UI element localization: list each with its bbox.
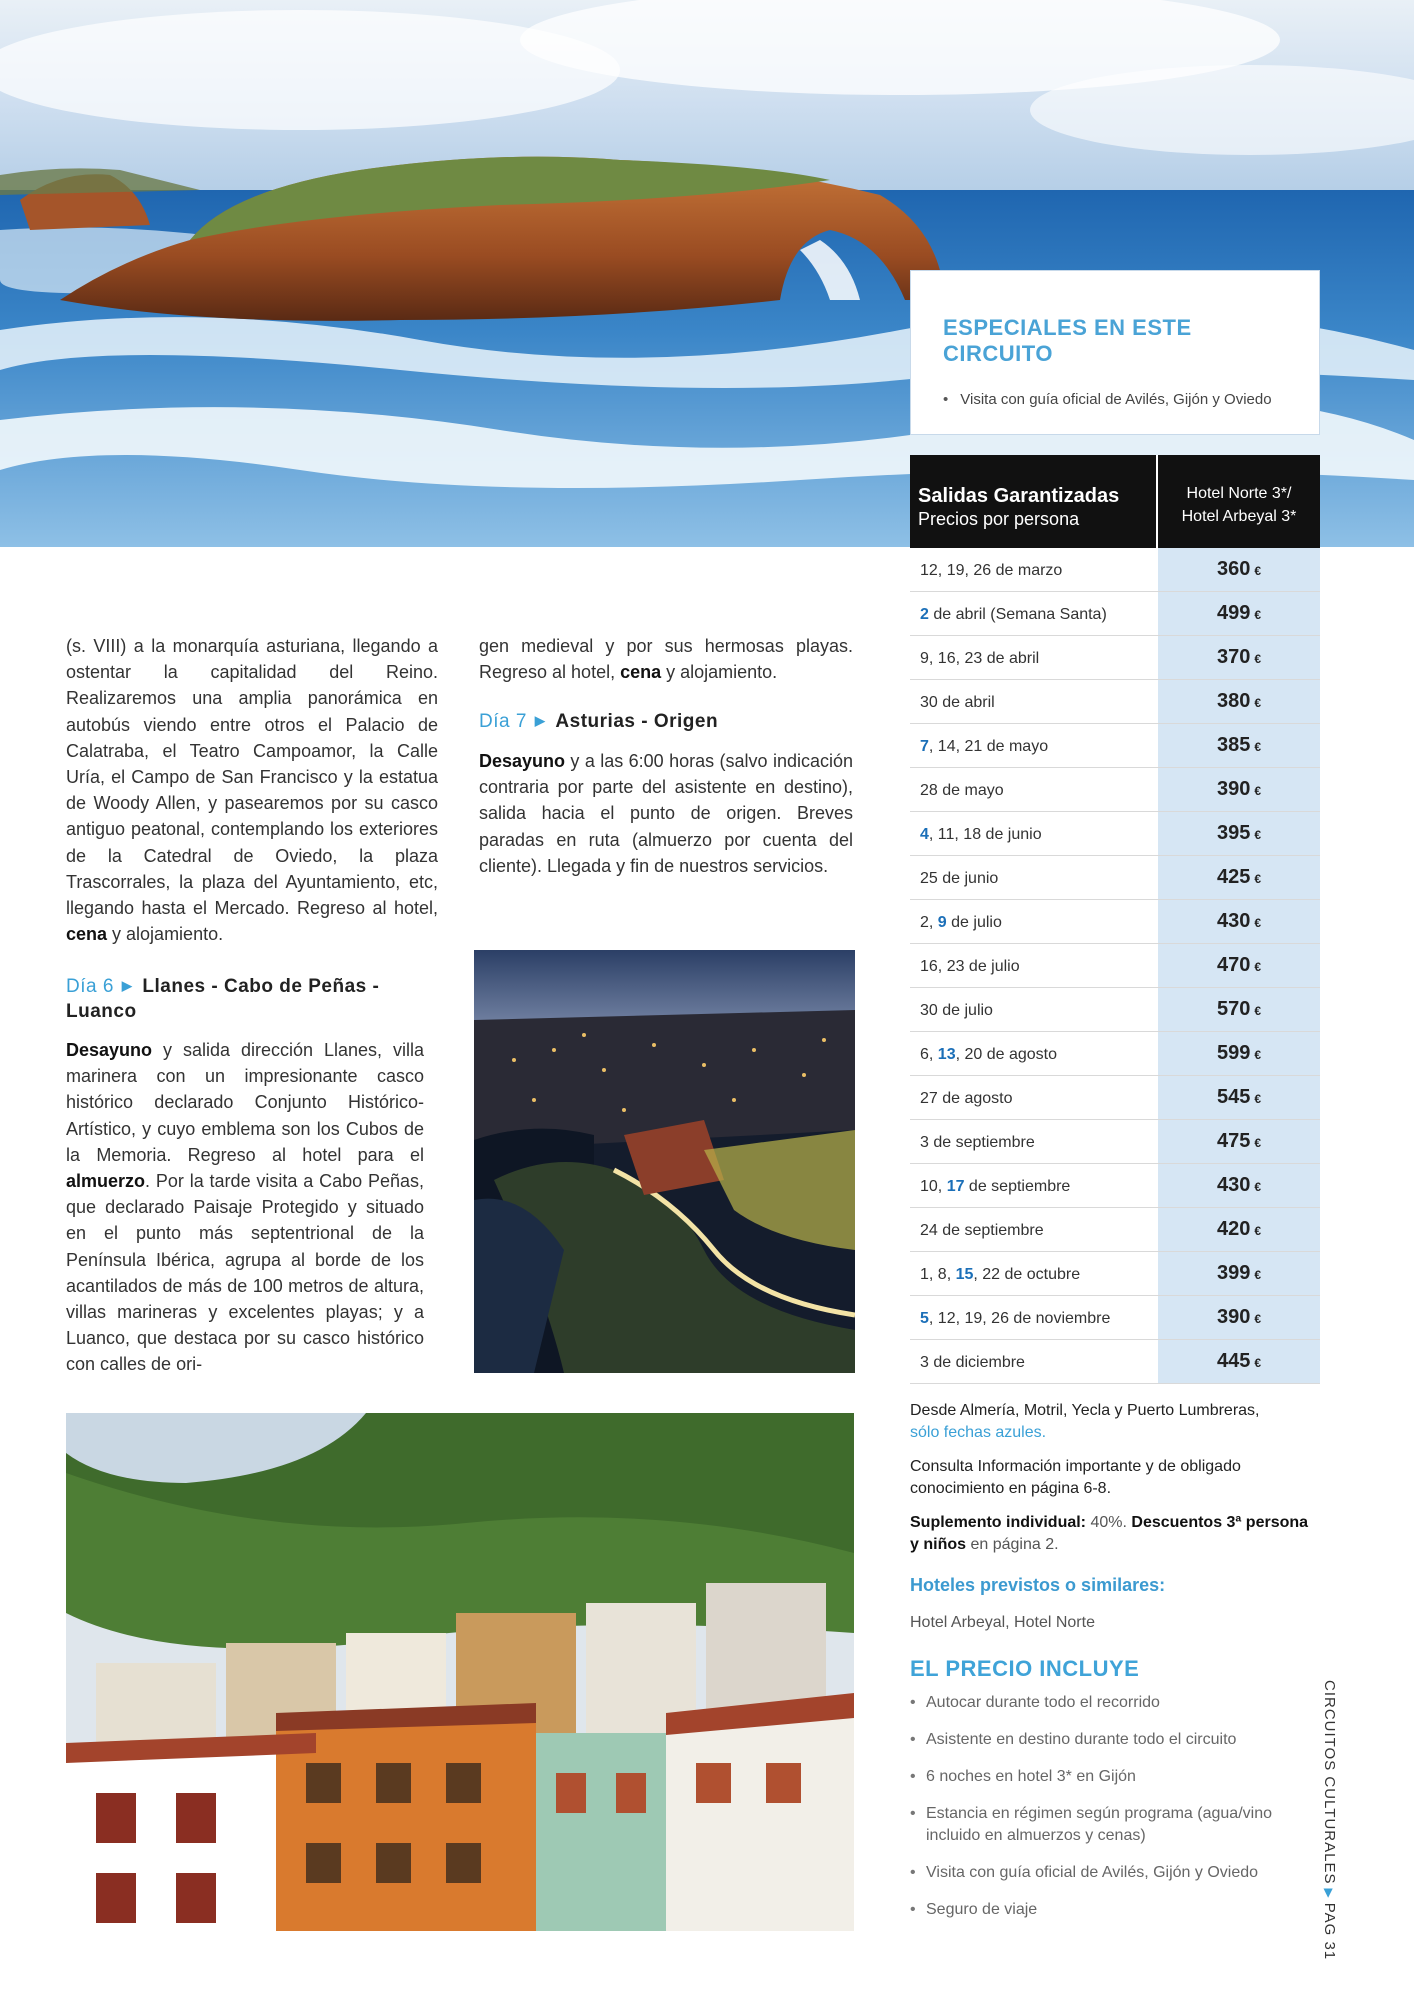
departure-dates: [910, 900, 1158, 943]
price-row: [910, 1296, 1320, 1340]
price-cell: [1158, 768, 1320, 811]
blue-date: 2: [920, 606, 929, 623]
blue-date: 9: [937, 914, 947, 931]
day6-lunch-bold: almuerzo: [66, 1171, 146, 1192]
day6-text-2: . Por la tarde visita a Cabo Peñas, que declarado Paisaje Protegido y situado en el punto más septentrional de la Península Ibérica, agrupa al borde de los acantilados de más de 100 metros de altura, villas marineras y excelentes playas; y a Luanco, que destaca por su casco histórico con calles de ori-: [66, 1171, 424, 1375]
price-value: 475: [1216, 1130, 1251, 1152]
section-name: CIRCUITOS CULTURALES: [1321, 1680, 1338, 1885]
currency-symbol: €: [1254, 564, 1262, 578]
price-cell: [1158, 1032, 1320, 1075]
currency-symbol: €: [1254, 1180, 1262, 1194]
price-value: 430: [1216, 910, 1251, 932]
header-departures: [910, 455, 1158, 548]
price-cell: [1158, 988, 1320, 1031]
price-cell: [1158, 1120, 1320, 1163]
departure-dates: [910, 1032, 1158, 1075]
currency-symbol: €: [1254, 1092, 1262, 1106]
header-prices-subtitle: Precios por persona: [918, 509, 1080, 529]
price-cell: [1158, 944, 1320, 987]
departure-dates: [910, 1252, 1158, 1295]
day7-title: Asturias - Origen: [555, 711, 719, 732]
price-cell: [1158, 1208, 1320, 1251]
includes-item: • 6 noches en hotel 3* en Gijón: [910, 1766, 1320, 1788]
price-cell: [1158, 1340, 1320, 1383]
includes-item: • Estancia en régimen según programa (agua/vino incluido en almuerzos y cenas): [910, 1803, 1320, 1847]
arrow-right-icon: ▶: [534, 713, 546, 728]
price-value: 570: [1216, 998, 1251, 1020]
oviedo-paragraph-end: y alojamiento.: [107, 924, 224, 945]
dates-rest: , 12, 19, 26 de noviembre: [928, 1310, 1111, 1327]
price-value: 390: [1216, 1306, 1251, 1328]
dates-rest: 30 de julio: [920, 1002, 993, 1019]
blue-dates-note: sólo fechas azules.: [910, 1424, 1047, 1441]
blue-date: 4: [920, 826, 929, 843]
night-harbour-illustration: [474, 950, 855, 1373]
departure-dates: [910, 768, 1158, 811]
specials-title: ESPECIALES EN ESTE CIRCUITO: [943, 315, 1192, 366]
blue-date: 7: [920, 738, 929, 755]
dates-rest: 28 de mayo: [920, 782, 1004, 799]
supplement-label: Suplemento individual:: [910, 1514, 1087, 1531]
departure-dates: [910, 812, 1158, 855]
price-value: 445: [1216, 1350, 1251, 1372]
price-value: 360: [1216, 558, 1251, 580]
departure-dates: [910, 1296, 1158, 1339]
price-row: [910, 988, 1320, 1032]
currency-symbol: €: [1254, 608, 1262, 622]
currency-symbol: €: [1254, 1268, 1262, 1282]
currency-symbol: €: [1254, 1312, 1262, 1326]
dates-rest: 24 de septiembre: [920, 1222, 1044, 1239]
oviedo-paragraph: (s. VIII) a la monarquía asturiana, llegando a ostentar la capitalidad del Reino. Realizaremos una amplia panorámica en autobús viendo entre otros el Palacio de Calatraba, el Teatro Campoamor, la Calle Uría, el Campo de San Francisco y la estatua de Woody Allen, y pasearemos por su casco antiguo peatonal, contemplando los exteriores de la Catedral de Oviedo, la plaza Trascorrales, la plaza del Ayuntamiento, etc, llegando hasta el Mercado. Regreso al hotel,: [66, 636, 438, 919]
dates-rest: 3 de septiembre: [920, 1134, 1035, 1151]
day7-text: [479, 748, 853, 879]
price-cell: [1158, 900, 1320, 943]
village-illustration: [66, 1413, 854, 1931]
day7-heading: [479, 710, 853, 735]
price-cell: [1158, 812, 1320, 855]
dates-rest: , 11, 18 de junio: [928, 826, 1042, 843]
departure-dates: [910, 1208, 1158, 1251]
dinner-bold: cena: [66, 924, 108, 945]
price-value: 395: [1216, 822, 1251, 844]
arrow-right-icon: ▶: [1322, 1888, 1336, 1899]
itinerary-text-oviedo: [66, 633, 438, 947]
dates-prefix: 10,: [920, 1178, 947, 1195]
includes-item: • Autocar durante todo el recorrido: [910, 1692, 1320, 1714]
col2-paragraph: gen medieval y por sus hermosas playas. Regreso al hotel,: [479, 636, 853, 683]
day7-text-1: y a las 6:00 horas (salvo indicación contraria por parte del asistente en destino), salida hacia el punto de origen. Breves paradas en ruta (almuerzo por cuenta del cliente). Llegada y fin de nuestros servicios.: [479, 751, 853, 876]
price-cell: [1158, 1252, 1320, 1295]
price-row: [910, 592, 1320, 636]
blue-date: 13: [937, 1046, 956, 1063]
dates-prefix: 1, 8,: [920, 1266, 956, 1283]
price-value: 420: [1216, 1218, 1251, 1240]
header-hotels: [1158, 455, 1320, 548]
price-row: [910, 1032, 1320, 1076]
price-row: [910, 856, 1320, 900]
price-table-header: [910, 455, 1320, 548]
departure-dates: [910, 636, 1158, 679]
dates-rest: 30 de abril: [920, 694, 995, 711]
currency-symbol: €: [1254, 1224, 1262, 1238]
price-row: [910, 680, 1320, 724]
dates-rest: 16, 23 de julio: [920, 958, 1020, 975]
day5-continuation: [479, 633, 853, 685]
specials-box: [910, 270, 1320, 435]
currency-symbol: €: [1254, 652, 1262, 666]
price-row: [910, 1208, 1320, 1252]
price-value: 430: [1216, 1174, 1251, 1196]
price-value: 380: [1216, 690, 1251, 712]
hotels-title: Hoteles previstos o similares:: [910, 1575, 1166, 1595]
departure-dates: [910, 680, 1158, 723]
price-value: 370: [1216, 646, 1251, 668]
includes-item: • Visita con guía oficial de Avilés, Gijón y Oviedo: [910, 1862, 1320, 1884]
dates-rest: , 22 de octubre: [973, 1266, 1081, 1283]
price-row: [910, 636, 1320, 680]
price-row: [910, 548, 1320, 592]
departure-cities-note: [910, 1400, 1320, 1444]
currency-symbol: €: [1254, 916, 1262, 930]
price-cell: [1158, 1076, 1320, 1119]
dates-prefix: 6,: [920, 1046, 938, 1063]
price-value: 599: [1216, 1042, 1251, 1064]
includes-title: EL PRECIO INCLUYE: [910, 1656, 1140, 1681]
price-row: [910, 768, 1320, 812]
dates-rest: 12, 19, 26 de marzo: [920, 562, 1063, 579]
currency-symbol: €: [1254, 960, 1262, 974]
currency-symbol: €: [1254, 696, 1262, 710]
side-section-label: [1314, 1680, 1338, 1961]
dates-rest: de septiembre: [964, 1178, 1071, 1195]
price-cell: [1158, 548, 1320, 591]
departure-dates: [910, 856, 1158, 899]
supplement-value: 40%.: [1090, 1514, 1127, 1531]
price-value: 499: [1216, 602, 1251, 624]
dates-rest: 27 de agosto: [920, 1090, 1013, 1107]
includes-item: • Asistente en destino durante todo el circuito: [910, 1729, 1320, 1751]
header-hotel-norte: Hotel Norte 3*/: [1186, 485, 1292, 502]
departure-dates: [910, 1340, 1158, 1383]
dates-rest: 3 de diciembre: [920, 1354, 1025, 1371]
hotels-list: Hotel Arbeyal, Hotel Norte: [910, 1614, 1095, 1631]
price-cell: [1158, 1164, 1320, 1207]
price-row: [910, 1164, 1320, 1208]
departure-dates: [910, 1164, 1158, 1207]
blue-date: 15: [955, 1266, 974, 1283]
dates-rest: , 20 de agosto: [955, 1046, 1058, 1063]
currency-symbol: €: [1254, 740, 1262, 754]
departure-dates: [910, 988, 1158, 1031]
day6-title: Llanes - Cabo de Peñas - Luanco: [66, 976, 380, 1022]
price-row: [910, 900, 1320, 944]
dates-rest: , 14, 21 de mayo: [928, 738, 1049, 755]
dates-rest: 9, 16, 23 de abril: [920, 650, 1040, 667]
price-row: [910, 1120, 1320, 1164]
dates-rest: de julio: [946, 914, 1002, 931]
discount-label: Descuentos 3ª persona y niños: [910, 1514, 1309, 1553]
arrow-right-icon: ▶: [121, 978, 133, 993]
currency-symbol: €: [1254, 1004, 1262, 1018]
departure-dates: [910, 548, 1158, 591]
departure-dates: [910, 1120, 1158, 1163]
specials-item: • Visita con guía oficial de Avilés, Gijón y Oviedo: [943, 391, 1291, 408]
price-row: [910, 1340, 1320, 1384]
price-value: 385: [1216, 734, 1251, 756]
departure-dates: [910, 592, 1158, 635]
price-table-body: [910, 548, 1320, 1384]
departure-dates: [910, 944, 1158, 987]
price-cell: [1158, 592, 1320, 635]
page-number: PAG 31: [1321, 1902, 1338, 1961]
price-row: [910, 812, 1320, 856]
discount-value: en página 2.: [970, 1536, 1059, 1553]
day6-text: [66, 1037, 424, 1378]
currency-symbol: €: [1254, 1048, 1262, 1062]
col2-paragraph-end: y alojamiento.: [661, 662, 778, 683]
dates-prefix: 2,: [920, 914, 938, 931]
price-row: [910, 1252, 1320, 1296]
includes-item: • Seguro de viaje: [910, 1899, 1320, 1921]
day6-text-1: y salida dirección Llanes, villa marinera con un impresionante casco histórico declarado Conjunto Histórico-Artístico, y cuyo emblema son los Cubos de la Memoria. Regreso al hotel para el: [66, 1040, 424, 1165]
day6-heading: [66, 975, 438, 1024]
price-row: [910, 944, 1320, 988]
price-value: 470: [1216, 954, 1251, 976]
header-hotel-arbeyal: Hotel Arbeyal 3*: [1181, 508, 1297, 525]
notes-section: [910, 1400, 1320, 1936]
price-value: 545: [1216, 1086, 1251, 1108]
price-cell: [1158, 856, 1320, 899]
blue-date: 17: [946, 1178, 965, 1195]
price-cell: [1158, 724, 1320, 767]
price-cell: [1158, 636, 1320, 679]
dates-rest: de abril (Semana Santa): [928, 606, 1107, 623]
departure-dates: [910, 1076, 1158, 1119]
col2-dinner-bold: cena: [620, 662, 662, 683]
price-table: [910, 455, 1320, 1384]
price-value: 390: [1216, 778, 1251, 800]
day6-breakfast-bold: Desayuno: [66, 1040, 153, 1060]
departure-dates: [910, 724, 1158, 767]
day6-number: Día 6: [66, 976, 114, 997]
consult-note: Consulta Información importante y de obligado conocimiento en página 6-8.: [910, 1458, 1241, 1497]
includes-list: [910, 1692, 1320, 1921]
departure-cities-text: Desde Almería, Motril, Yecla y Puerto Lumbreras,: [910, 1402, 1260, 1419]
currency-symbol: €: [1254, 784, 1262, 798]
currency-symbol: €: [1254, 1136, 1262, 1150]
price-cell: [1158, 1296, 1320, 1339]
supplement-note: [910, 1512, 1320, 1556]
photo-night-harbour: [474, 950, 855, 1373]
day7-breakfast-bold: Desayuno: [479, 751, 566, 771]
price-value: 425: [1216, 866, 1251, 888]
blue-date: 5: [920, 1310, 929, 1327]
currency-symbol: €: [1254, 1356, 1262, 1370]
header-departures-title: Salidas Garantizadas: [918, 485, 1120, 507]
price-cell: [1158, 680, 1320, 723]
currency-symbol: €: [1254, 828, 1262, 842]
dates-rest: 25 de junio: [920, 870, 999, 887]
price-row: [910, 1076, 1320, 1120]
day7-number: Día 7: [479, 711, 527, 732]
price-value: 399: [1216, 1262, 1251, 1284]
price-row: [910, 724, 1320, 768]
currency-symbol: €: [1254, 872, 1262, 886]
photo-fishing-village: [66, 1413, 854, 1931]
